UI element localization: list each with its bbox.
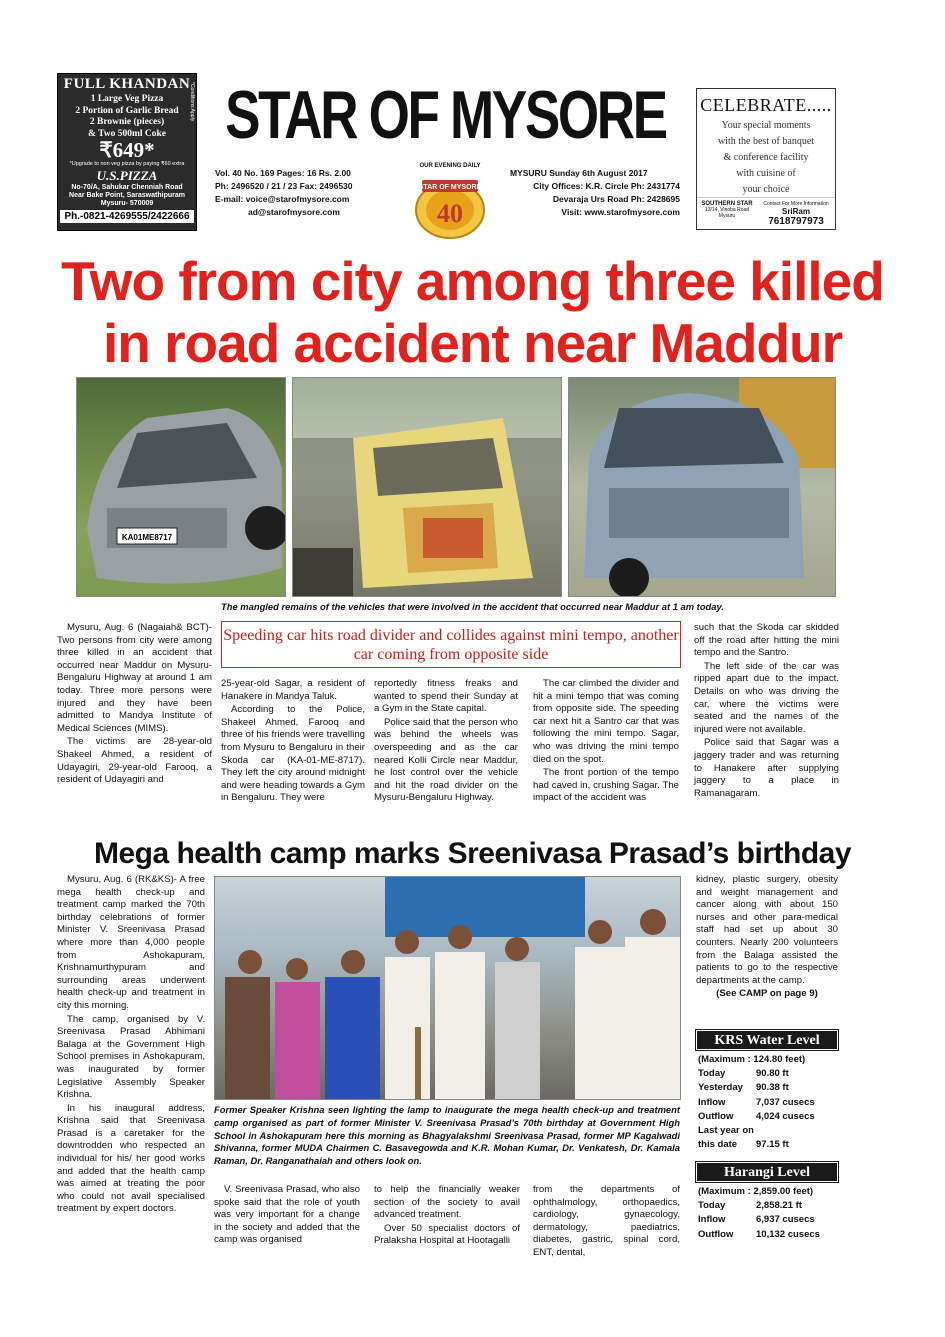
paragraph: The car climbed the divider and hit a mini tempo that was coming from opposite side. The speeding car next hit a Santro car that was following the mini tempo. Sagar, who was driving the mini tempo died on the spot. [533, 678, 679, 765]
paragraph: Police said that Sagar was a jaggery trader and was returning to Hanakere after supplying jaggery to a place in Ramanagaram. [694, 737, 839, 799]
paragraph: In his inaugural address, Krishna said that Sreenivasa Prasad is a caretaker for the downtrodden who respected an individual for his/ her good works and added that the health camp was aimed at treating the poor who could not avail specialised treatment by expert doctors. [57, 1102, 205, 1215]
people-group-icon [215, 877, 681, 1100]
city-offices-line: City Offices: K.R. Circle Ph: 2431774 [533, 181, 680, 191]
contact-label: Contact For More Information [763, 201, 829, 207]
row-value: 6,937 cusecs [756, 1214, 815, 1226]
edition-info [510, 167, 680, 219]
paragraph: V. Sreenivasa Prasad, who also spoke said that the role of youth was very important for a change in the society and added that the camp was organised [214, 1184, 360, 1246]
paragraph: Mysuru, Aug. 6 (Nagaiah& BCT)- Two persons from city were among three killed in an accident that occurred near Maddur on Mysuru-Bengaluru Highway at around 1 am today. Three more persons were injured and they have been admitted to Mandya Institute of Medical Sciences (MIMS). [57, 622, 212, 734]
contact-info [757, 198, 835, 229]
row-label: Today [698, 1200, 726, 1212]
story1-column-2 [221, 678, 365, 806]
date-line: MYSURU Sunday 6th August 2017 [510, 168, 648, 178]
story2-column-4 [533, 1184, 680, 1261]
paragraph: Over 50 specialist doctors of Pralaksha Hospital at Hootagalli [374, 1222, 520, 1247]
ad-price: ₹649* [99, 138, 155, 162]
volume-line: Vol. 40 No. 169 Pages: 16 Rs. 2.00 [215, 168, 351, 178]
story1-column-4 [533, 678, 679, 806]
row-value: 90.38 ft [756, 1082, 789, 1094]
number-plate: KA01ME8717 [121, 533, 173, 542]
main-headline[interactable] [40, 250, 905, 374]
photo-caption-accident: The mangled remains of the vehicles that were involved in the accident that occurred near Maddur at 1 am today. [221, 601, 724, 612]
harangi-row-inflow [696, 1213, 838, 1227]
ad-item-4: & Two 500ml Coke [87, 128, 167, 139]
ad-phone: Ph.-0821-4269555/2422666 [60, 210, 194, 223]
krs-row-yesterday [696, 1081, 838, 1095]
paragraph: kidney, plastic surgery, obesity and weight management and cancer along with about 150 nurses and other para-medical staff had set up about 30 counters. Nearly 200 volunteers from the Balaga assisted the patients to go to the respective departments at the camp. [696, 874, 838, 986]
paragraph: Mysuru, Aug. 6 (RK&KS)- A free mega health check-up and treatment camp marked the 70th birthday celebrations of former Minister V. Sreenivasa Prasad where more than 4,000 people from Ashokapuram, Krishnamurthypuram and surrounding areas underwent health check-up and treatment in city this morning. [57, 874, 205, 1011]
row-label: Today [698, 1068, 726, 1080]
ad-address-3: Mysuru- 570009 [100, 200, 154, 207]
paragraph: The camp, organised by V. Sreenivasa Prasad Abhimani Balaga at the Government High School premises in Ashokapuram, was inaugurated by former Legislative Assembly Speaker Krishna. [57, 1013, 205, 1101]
ad-title: FULL KHANDAN [63, 76, 191, 92]
ad-right-line-2: with the best of banquet [717, 136, 815, 147]
story1-column-3 [374, 678, 518, 806]
photo-health-camp[interactable] [214, 876, 681, 1100]
story2-column-1 [57, 874, 205, 1217]
row-label: Yesterday [698, 1082, 743, 1094]
row-value: 7,037 cusecs [756, 1096, 815, 1108]
banquet-advertisement[interactable] [696, 88, 836, 230]
paragraph: reportedly fitness freaks and wanted to spend their Sunday at a Gym in the State capital. [374, 678, 518, 715]
devaraja-line: Devaraja Urs Road Ph: 2428695 [552, 194, 680, 204]
harangi-maximum: (Maximum : 2,859.00 feet) [698, 1186, 814, 1197]
krs-row-last-year [696, 1138, 838, 1152]
paragraph: According to the Police, Shakeel Ahmed, Farooq and three of his friends were travelling from Mysuru to Bengaluru in their Skoda car (KA-01-ME-8717). They left the city around midnight and were heading towards a Gym in Bengaluru. They were [221, 704, 365, 804]
contact-name: SriRam [781, 207, 810, 216]
row-value: 2,858.21 ft [756, 1200, 802, 1212]
krs-row-inflow [696, 1096, 838, 1110]
hotel-name: SOUTHERN STAR [701, 201, 753, 207]
photo-skoda-wreck[interactable] [76, 377, 286, 597]
see-more-link[interactable]: (See CAMP on page 9) [716, 988, 818, 1000]
issue-info [215, 167, 395, 219]
headline-line-1: Two from city among three killed [61, 250, 884, 312]
paragraph: Police said that the person who was behind the wheels was overspeeding and as the car neared Kolli Circle near Maddur, he lost control over the vehicle and hit the road divider on the Mysuru-Bengaluru Highway. [374, 716, 518, 804]
tagline: OUR EVENING DAILY [419, 163, 481, 169]
story1-subheadline: Speeding car hits road divider and collides against mini tempo, another car coming from opposite side [221, 621, 681, 668]
row-value: 10,132 cusecs [756, 1228, 820, 1240]
krs-row-outflow [696, 1110, 838, 1124]
phone-line: Ph: 2496520 / 21 / 23 Fax: 2496530 [215, 181, 353, 191]
paragraph: such that the Skoda car skidded off the road after hitting the mini tempo and the Santro. [694, 622, 839, 659]
paragraph: The left side of the car was ripped apart due to the impact. Details on who was driving the car, where the victims were seated and the names of the injured were not available. [694, 660, 839, 735]
row-label: Inflow [698, 1096, 726, 1108]
contact-phone: 7618797973 [768, 216, 824, 227]
ad-item-3: 2 Brownie (pieces) [89, 117, 165, 127]
newspaper-title: STAR OF MYSORE [225, 77, 666, 153]
logo-banner-text: STAR OF MYSORE [418, 184, 482, 191]
second-headline[interactable]: Mega health camp marks Sreenivasa Prasad’s birthday [93, 837, 852, 870]
anniversary-number: 40 [437, 199, 463, 228]
row-label: Outflow [698, 1228, 734, 1240]
ad-right-line-4: with cuisine of [736, 168, 796, 179]
row-value: 90.80 ft [756, 1068, 789, 1080]
ad-upgrade-note: *Upgrade to non veg pizza by paying ₹60 extra [69, 161, 185, 167]
photo-caption-health-camp: Former Speaker Krishna seen lighting the lamp to inaugurate the mega health check-up and treatment camp organised as part of former Minister V. Sreenivasa Prasad’s 70th birthday at Government High School in Ashokapuram here this morning as Bhagyalakshmi Sreenivasa Prasad, former MP Kagalwadi Shivanna, former MUDA Chairmen C. Basavegowda and K.R. Mohan Kumar, Dr. Venkatesh, Dr. Kamala Raman, Dr. Ranganathaiah and others look on. [214, 1104, 680, 1167]
harangi-title: Harangi Level [696, 1162, 838, 1182]
wrecked-car-icon [77, 378, 286, 597]
row-label: Inflow [698, 1214, 726, 1226]
krs-title: KRS Water Level [696, 1030, 838, 1050]
ad-right-line-1: Your special moments [721, 120, 811, 131]
row-label: this date [698, 1139, 738, 1151]
story1-column-5 [694, 622, 839, 801]
krs-row-today [696, 1067, 838, 1081]
harangi-row-outflow [696, 1228, 838, 1242]
story2-column-3 [374, 1184, 520, 1249]
row-value: 97.15 ft [756, 1139, 789, 1151]
photo-tempo-wreck[interactable] [292, 377, 562, 597]
story1-column-1 [57, 622, 212, 788]
ad-right-line-5: your choice [742, 184, 790, 195]
ad-right-footer [697, 197, 835, 229]
anniversary-logo [408, 174, 492, 240]
ad-email-line[interactable]: ad@starofmysore.com [248, 207, 340, 217]
ad-brand: U.S.PIZZA [96, 168, 158, 183]
pizza-advertisement[interactable] [57, 73, 197, 231]
harangi-row-today [696, 1199, 838, 1213]
krs-last-year-label-1: Last year on [698, 1125, 754, 1137]
paragraph: from the departments of ophthalmology, orthopaedics, cardiology, gynaecology, dermatology, paediatrics, diabetes, gastric, spinal cord, ENT, dental, [533, 1184, 680, 1258]
hotel-info [697, 198, 757, 229]
wrecked-tempo-icon [293, 378, 562, 597]
row-label: Outflow [698, 1110, 734, 1122]
story2-column-5 [696, 874, 838, 1002]
ad-address-2: Near Bake Point, Saraswathipuram [69, 192, 185, 199]
ad-conditions-note: *Conditions Apply [189, 82, 195, 122]
headline-line-2: in road accident near Maddur [102, 312, 843, 374]
paragraph: The front portion of the tempo had caved in, crushing Sagar. The impact of the accident was [533, 767, 679, 804]
row-value: 4,024 cusecs [756, 1110, 815, 1122]
website-line[interactable]: Visit: www.starofmysore.com [561, 207, 680, 217]
paragraph: 25-year-old Sagar, a resident of Hanakere in Mandya Taluk. [221, 678, 365, 702]
paragraph: The victims are 28-year-old Shakeel Ahmed, a resident of Udayagiri, 29-year-old Farooq, a resident of Udayagiri and [57, 736, 212, 786]
krs-water-level-box [696, 1028, 838, 1152]
photo-santro-wreck[interactable] [568, 377, 836, 597]
story2-column-2 [214, 1184, 360, 1248]
wrecked-hatchback-icon [569, 378, 836, 597]
ad-right-line-3: & conference facility [723, 152, 809, 163]
hotel-address: 13/14, Vinoba Road Mysuru [704, 207, 750, 219]
ad-item-1: 1 Large Veg Pizza [90, 94, 164, 104]
paragraph: to help the financially weaker section of the society to avail advanced treatment. [374, 1184, 520, 1221]
krs-maximum: (Maximum : 124.80 feet) [698, 1054, 806, 1065]
ad-right-title: CELEBRATE..... [700, 95, 832, 115]
harangi-level-box [696, 1160, 838, 1242]
ad-item-2: 2 Portion of Garlic Bread [75, 105, 179, 116]
ad-address-1: No-70/A, Sahukar Chenniah Road [71, 184, 183, 191]
email-line[interactable]: E-mail: voice@starofmysore.com [215, 194, 350, 204]
